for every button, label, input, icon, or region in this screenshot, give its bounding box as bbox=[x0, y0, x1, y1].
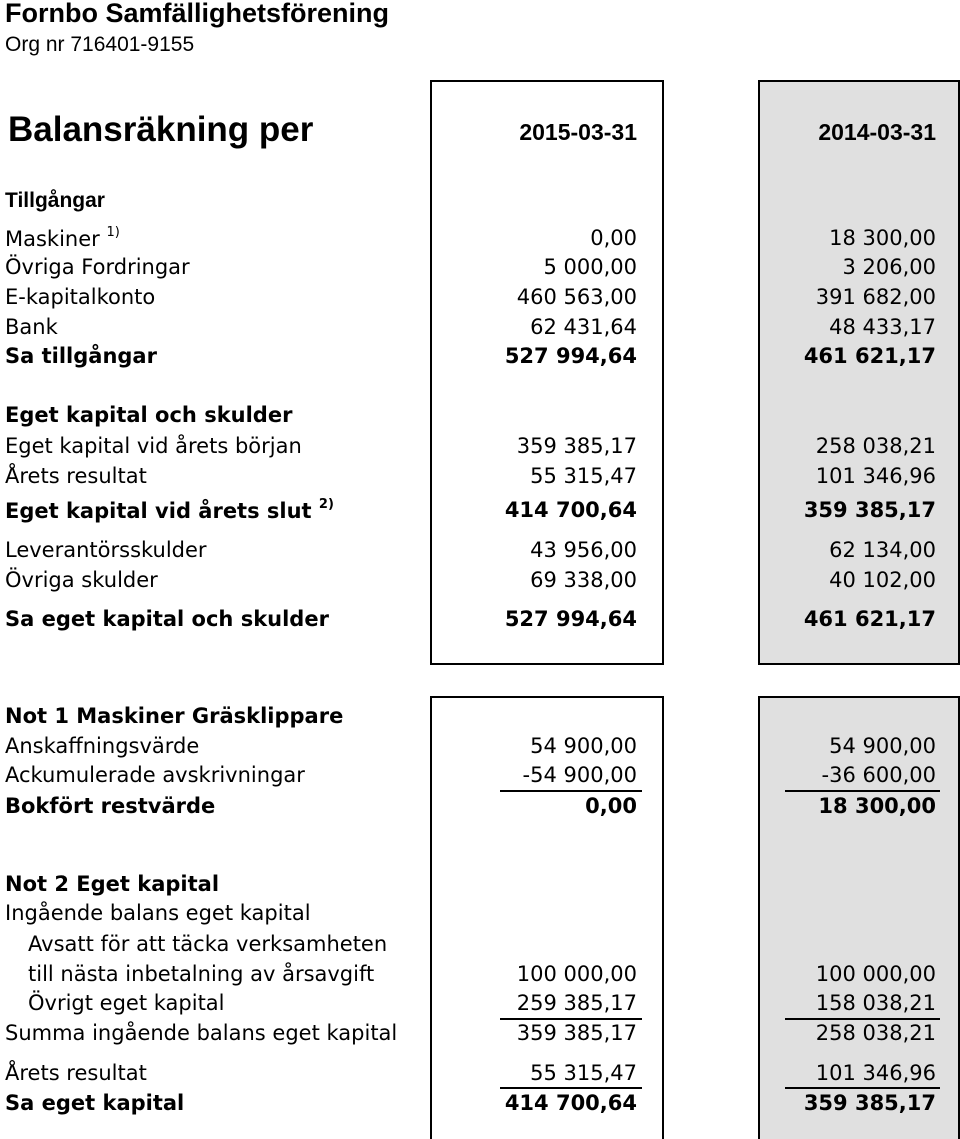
value-2015: 359 385,17 bbox=[516, 1021, 637, 1045]
sum-underline bbox=[500, 790, 642, 792]
value-2015: 55 315,47 bbox=[530, 1061, 637, 1085]
sum-underline bbox=[785, 1087, 940, 1089]
value-2014: 258 038,21 bbox=[815, 434, 936, 458]
value-2014: 258 038,21 bbox=[815, 1021, 936, 1045]
row-label: Övriga Fordringar bbox=[5, 255, 190, 279]
value-2015: 527 994,64 bbox=[504, 607, 637, 631]
value-2015: 0,00 bbox=[590, 226, 637, 250]
row-label: Maskiner bbox=[5, 227, 100, 251]
value-2014: 54 900,00 bbox=[829, 734, 936, 758]
value-2015: 460 563,00 bbox=[516, 285, 637, 309]
value-2014: 62 134,00 bbox=[829, 538, 936, 562]
value-2014: 18 300,00 bbox=[829, 226, 936, 250]
note-row-label: Ingående balans eget kapital bbox=[5, 901, 311, 925]
row-label: Bank bbox=[5, 315, 58, 339]
value-2015: 55 315,47 bbox=[530, 464, 637, 488]
row-label: Sa eget kapital bbox=[5, 1091, 185, 1115]
value-2015: 69 338,00 bbox=[530, 568, 637, 592]
value-2015: 414 700,64 bbox=[504, 498, 637, 522]
value-2015: 43 956,00 bbox=[530, 538, 637, 562]
sum-underline bbox=[500, 1018, 642, 1020]
row-label: Årets resultat bbox=[5, 464, 147, 488]
org-name: Fornbo Samfällighetsförening bbox=[5, 0, 390, 28]
row-label: Övrigt eget kapital bbox=[28, 991, 225, 1015]
value-2014: 48 433,17 bbox=[829, 315, 936, 339]
row-label: Sa eget kapital och skulder bbox=[5, 607, 329, 631]
value-2015: 414 700,64 bbox=[504, 1091, 637, 1115]
footnote-ref: 2) bbox=[318, 497, 334, 512]
note2-heading: Not 2 Eget kapital bbox=[5, 872, 220, 896]
row-label: Anskaffningsvärde bbox=[5, 734, 200, 758]
value-2015: 100 000,00 bbox=[516, 962, 637, 986]
assets-heading: Tillgångar bbox=[5, 189, 105, 212]
value-2014: 100 000,00 bbox=[815, 962, 936, 986]
value-2014: 359 385,17 bbox=[803, 498, 936, 522]
value-2014: 359 385,17 bbox=[803, 1091, 936, 1115]
value-2014: 461 621,17 bbox=[803, 607, 936, 631]
row-label: Eget kapital vid årets slut bbox=[5, 499, 312, 523]
value-2015: 527 994,64 bbox=[504, 344, 637, 368]
value-2015: 259 385,17 bbox=[516, 991, 637, 1015]
row-label: Sa tillgångar bbox=[5, 344, 157, 368]
value-2015: -54 900,00 bbox=[522, 763, 637, 787]
value-2014: 18 300,00 bbox=[818, 794, 936, 818]
value-2014: 3 206,00 bbox=[842, 255, 936, 279]
row-label: Summa ingående balans eget kapital bbox=[5, 1021, 398, 1045]
value-2015: 5 000,00 bbox=[543, 255, 637, 279]
value-2014: 40 102,00 bbox=[829, 568, 936, 592]
balance-col1-date: 2015-03-31 bbox=[519, 119, 637, 145]
sum-underline bbox=[500, 1087, 642, 1089]
equity-heading: Eget kapital och skulder bbox=[5, 403, 293, 427]
value-2015: 62 431,64 bbox=[530, 315, 637, 339]
row-label: Årets resultat bbox=[5, 1061, 147, 1085]
balance-col2-date: 2014-03-31 bbox=[818, 119, 936, 145]
value-2015: 0,00 bbox=[585, 794, 637, 818]
note1-heading: Not 1 Maskiner Gräsklippare bbox=[5, 704, 344, 728]
row-label: E-kapitalkonto bbox=[5, 285, 156, 309]
note-row-label: Avsatt för att täcka verksamheten bbox=[28, 932, 388, 956]
row-label: Leverantörsskulder bbox=[5, 538, 207, 562]
value-2015: 359 385,17 bbox=[516, 434, 637, 458]
value-2014: 101 346,96 bbox=[815, 1061, 936, 1085]
value-2014: 158 038,21 bbox=[815, 991, 936, 1015]
value-2014: 391 682,00 bbox=[815, 285, 936, 309]
sum-underline bbox=[785, 790, 940, 792]
balance-title: Balansräkning per bbox=[8, 110, 314, 149]
row-label: Bokfört restvärde bbox=[5, 794, 216, 818]
value-2014: 101 346,96 bbox=[815, 464, 936, 488]
row-label: till nästa inbetalning av årsavgift bbox=[28, 962, 375, 986]
value-2015: 54 900,00 bbox=[530, 734, 637, 758]
value-2014: -36 600,00 bbox=[821, 763, 936, 787]
row-label: Eget kapital vid årets början bbox=[5, 434, 302, 458]
sum-underline bbox=[785, 1018, 940, 1020]
row-label: Ackumulerade avskrivningar bbox=[5, 763, 305, 787]
footnote-ref: 1) bbox=[106, 225, 120, 240]
row-label: Övriga skulder bbox=[5, 568, 158, 592]
value-2014: 461 621,17 bbox=[803, 344, 936, 368]
org-number: Org nr 716401-9155 bbox=[5, 33, 195, 56]
